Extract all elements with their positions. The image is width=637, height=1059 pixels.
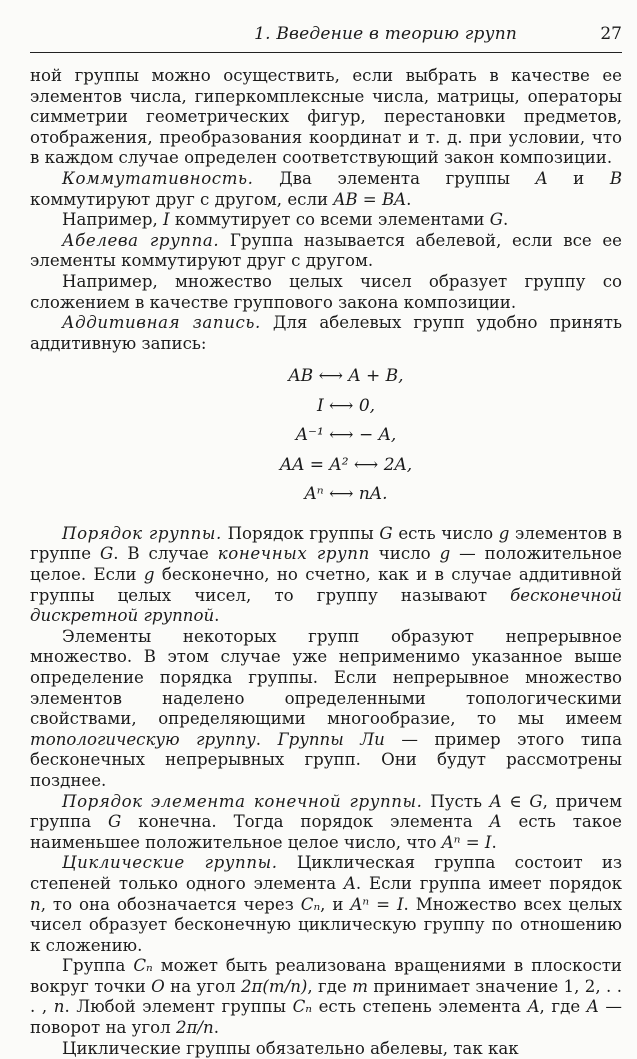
- page-number: 27: [600, 24, 622, 44]
- math-symbol: g: [498, 523, 510, 543]
- text-span: , причем группа: [30, 791, 622, 832]
- math-symbol: G: [108, 812, 122, 832]
- text-span: Для абелевых групп удобно принять аддитивную запись:: [30, 313, 622, 353]
- paragraph-abelian: [30, 231, 622, 272]
- math-symbol: Cₙ: [292, 997, 312, 1017]
- math-symbol: G: [99, 544, 114, 564]
- text-span: конечна. Тогда порядок элемента: [121, 812, 490, 832]
- paragraph-last-line: Циклические группы обязательно абелевы, так как: [62, 1038, 519, 1058]
- term-abelian-group: Абелева группа.: [62, 230, 220, 250]
- text-span: — положительное целое. Если: [30, 544, 623, 584]
- math-formula: 2π(m/n): [240, 976, 308, 996]
- math-formula: Aⁿ = I: [350, 894, 404, 914]
- text-span: — пример этого типа бесконечных непрерывных групп. Они будут рассмотрены позднее.: [30, 729, 623, 790]
- text-span: коммутируют друг с другом, если: [30, 189, 334, 209]
- paragraph-example-identity: [30, 210, 622, 231]
- math-symbol: Cₙ: [133, 956, 153, 976]
- text-span: элементов в группе: [30, 523, 622, 564]
- term-lie-groups: Группы Ли: [277, 729, 385, 749]
- formula-line: Aⁿ ⟷ nA.: [304, 484, 388, 505]
- text-span: — поворот на угол: [30, 997, 622, 1038]
- text-span: принимает значение 1, 2, . . . ,: [30, 976, 622, 1017]
- formula-line: I ⟷ 0,: [316, 395, 376, 416]
- math-symbol: g: [439, 544, 451, 564]
- math-symbol: A: [527, 997, 540, 1017]
- term-additive-notation: Аддитивная запись.: [62, 313, 261, 333]
- term-cyclic-groups: Циклические группы.: [62, 853, 278, 873]
- text-span: .: [502, 210, 509, 230]
- formula-line: A⁻¹ ⟷ − A,: [295, 425, 397, 446]
- text-span: коммутирует со всеми элементами: [169, 210, 490, 230]
- text-span: . Множество всех целых чисел образует бесконечную циклическую группу по отношению к сложению.: [30, 894, 623, 955]
- paragraph-example-integers: Например, множество целых чисел образует группу со сложением в качестве группового закона композиции.: [30, 271, 622, 312]
- math-symbol: A: [489, 812, 502, 832]
- text-span: . В случае: [113, 544, 218, 564]
- text-span: , где: [307, 976, 353, 996]
- math-symbol: I: [163, 210, 170, 230]
- formula-block: [30, 362, 622, 510]
- math-symbol: A: [535, 168, 548, 188]
- math-symbol: G: [489, 210, 503, 230]
- text-span: Циклическая группа состоит из степеней только одного элемента: [30, 853, 622, 893]
- paragraph-element-order: [30, 792, 622, 854]
- text-span: Порядок группы: [221, 523, 380, 543]
- math-symbol: g: [143, 565, 155, 584]
- text-span: .: [406, 189, 412, 209]
- math-symbol: n: [53, 997, 65, 1017]
- text-span: . Любой элемент группы: [64, 997, 293, 1017]
- text-span: Например,: [62, 210, 164, 230]
- math-symbol: m: [352, 976, 368, 996]
- paragraph-continuous-groups: [30, 627, 622, 792]
- text-span: , где: [539, 997, 587, 1017]
- paragraph-rotations: [30, 956, 622, 1038]
- body-text: [30, 66, 622, 1059]
- math-symbol: n: [30, 894, 41, 914]
- text-span: Два элемента группы: [253, 168, 536, 188]
- text-span: Группа называется абелевой, если все ее элементы коммутируют друг с другом.: [30, 230, 622, 271]
- math-formula: Aⁿ = I: [441, 832, 492, 852]
- term-commutativity: Коммутативность.: [62, 168, 254, 188]
- text-span: на угол: [164, 976, 241, 996]
- math-symbol: O: [151, 976, 165, 996]
- text-span: , и: [320, 894, 351, 914]
- paragraph-continuation: ной группы можно осуществить, если выбрать в качестве ее элементов числа, гиперкомплексные числа, матрицы, операторы симметрии геометрических фигур, перестановки предметов, отображения, преобразования координат и т. д. при условии, что в каждом случае определен соответствующий закон композиции.: [30, 66, 622, 168]
- text-span: есть такое наименьшее положительное целое число, что: [30, 812, 622, 852]
- term-topological-group: топологическую группу: [30, 729, 256, 749]
- math-formula: AB = BA: [333, 189, 407, 209]
- text-span: . Если группа имеет порядок: [355, 873, 622, 893]
- text-span: , то она обозначается через: [40, 894, 301, 914]
- formula-line: AA = A² ⟷ 2A,: [279, 454, 413, 475]
- text-span: есть число: [392, 523, 499, 543]
- text-span: Пусть: [422, 791, 490, 811]
- math-symbol: A: [343, 873, 356, 893]
- text-span: .: [491, 832, 497, 852]
- text-span: Элементы некоторых групп образуют непрерывное множество. В этом случае уже неприменимо указанное выше определение порядка группы. Если непрерывное множество элементов наделено определенными топологическими свойствами, определяющими многообразие, то мы имеем: [30, 626, 622, 729]
- text-span: .: [213, 1018, 219, 1038]
- math-formula: A ∈ G: [489, 791, 543, 811]
- term-group-order: Порядок группы.: [62, 523, 222, 543]
- text-span: и: [547, 168, 610, 188]
- text-span: .: [214, 606, 220, 626]
- text-span: бесконечно, но счетно, как и в случае аддитивной группы целых чисел, то группу называют: [30, 565, 622, 605]
- term-element-order: Порядок элемента конечной группы.: [62, 791, 423, 811]
- paragraph-group-order: [30, 524, 622, 627]
- text-span: Группа: [62, 956, 134, 976]
- text-span: есть степень элемента: [311, 997, 528, 1017]
- paragraph-additive: [30, 313, 622, 354]
- text-span: число: [369, 544, 440, 564]
- math-formula: 2π/n: [175, 1018, 214, 1038]
- paragraph-cyclic-groups: [30, 853, 622, 956]
- math-symbol: Cₙ: [300, 894, 321, 914]
- running-title: 1. Введение в теорию групп: [254, 24, 517, 44]
- math-symbol: B: [609, 168, 623, 188]
- math-symbol: G: [379, 523, 393, 543]
- term-infinite-discrete-group: бесконечной дискретной группой: [30, 585, 622, 626]
- paragraph-commutativity: [30, 169, 622, 210]
- math-symbol: A: [586, 997, 599, 1017]
- text-span: .: [255, 729, 278, 749]
- formula-line: AB ⟷ A + B,: [288, 366, 404, 387]
- text-span: может быть реализована вращениями в плоскости вокруг точки: [30, 956, 622, 996]
- term-finite-groups: конечных групп: [217, 544, 370, 564]
- page-header: [30, 22, 622, 53]
